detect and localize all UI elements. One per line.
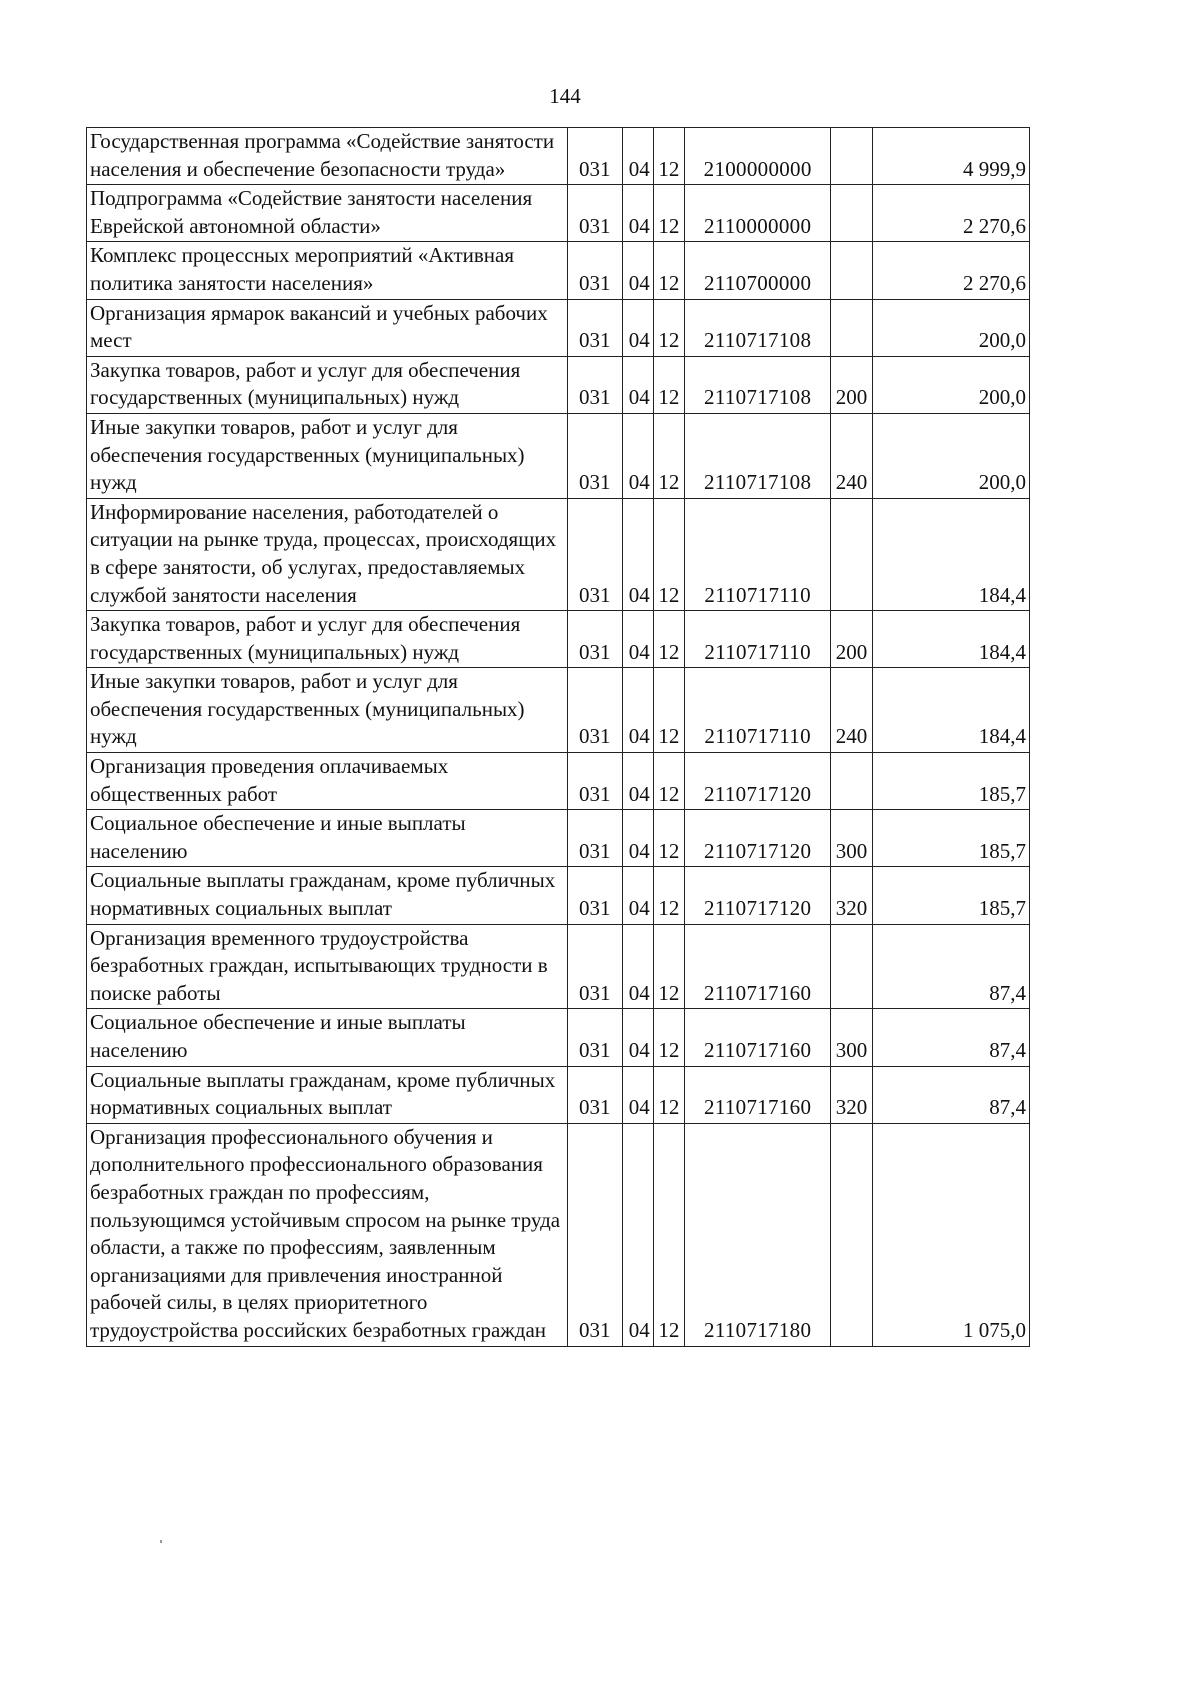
row-subsection-code: 12 [653, 924, 684, 1009]
row-section-code: 04 [622, 867, 653, 924]
table-row [87, 1066, 1030, 1123]
table-row [87, 1123, 1030, 1346]
row-name: Закупка товаров, работ и услуг для обеспечения государственных (муниципальных) нужд [87, 356, 568, 413]
row-expense-type [831, 498, 872, 610]
row-section-code: 04 [622, 1123, 653, 1346]
row-expense-type: 200 [831, 356, 872, 413]
row-ministry-code: 031 [568, 1009, 622, 1066]
table-row [87, 668, 1030, 753]
row-expense-type [831, 185, 872, 242]
row-section-code: 04 [622, 128, 653, 185]
row-amount: 185,7 [872, 867, 1029, 924]
row-target-article: 2110700000 [685, 242, 831, 299]
row-expense-type [831, 1123, 872, 1346]
table-row [87, 242, 1030, 299]
row-target-article: 2110717108 [685, 299, 831, 356]
row-section-code: 04 [622, 668, 653, 753]
table-row [87, 753, 1030, 810]
row-expense-type: 240 [831, 668, 872, 753]
row-ministry-code: 031 [568, 753, 622, 810]
row-target-article: 2110717108 [685, 413, 831, 498]
scan-speck [160, 1540, 162, 1543]
row-name: Социальные выплаты гражданам, кроме публичных нормативных социальных выплат [87, 867, 568, 924]
row-expense-type [831, 924, 872, 1009]
row-ministry-code: 031 [568, 867, 622, 924]
row-expense-type: 320 [831, 1066, 872, 1123]
row-ministry-code: 031 [568, 356, 622, 413]
table-row [87, 128, 1030, 185]
row-target-article: 2110717110 [685, 498, 831, 610]
row-section-code: 04 [622, 299, 653, 356]
row-amount: 200,0 [872, 413, 1029, 498]
row-target-article: 2110717110 [685, 611, 831, 668]
row-expense-type [831, 753, 872, 810]
table-row [87, 1009, 1030, 1066]
row-ministry-code: 031 [568, 1123, 622, 1346]
row-section-code: 04 [622, 413, 653, 498]
row-amount: 87,4 [872, 924, 1029, 1009]
row-expense-type [831, 242, 872, 299]
budget-table [86, 127, 1030, 1347]
row-expense-type: 320 [831, 867, 872, 924]
row-ministry-code: 031 [568, 810, 622, 867]
row-ministry-code: 031 [568, 668, 622, 753]
row-amount: 185,7 [872, 753, 1029, 810]
row-ministry-code: 031 [568, 299, 622, 356]
row-ministry-code: 031 [568, 242, 622, 299]
table-row [87, 299, 1030, 356]
row-section-code: 04 [622, 924, 653, 1009]
row-target-article: 2110717160 [685, 1009, 831, 1066]
row-subsection-code: 12 [653, 185, 684, 242]
row-amount: 184,4 [872, 668, 1029, 753]
row-name: Организация проведения оплачиваемых общественных работ [87, 753, 568, 810]
row-subsection-code: 12 [653, 128, 684, 185]
row-name: Социальные выплаты гражданам, кроме публичных нормативных социальных выплат [87, 1066, 568, 1123]
row-expense-type [831, 128, 872, 185]
row-amount: 184,4 [872, 498, 1029, 610]
row-expense-type: 300 [831, 1009, 872, 1066]
row-amount: 185,7 [872, 810, 1029, 867]
table-row [87, 810, 1030, 867]
row-subsection-code: 12 [653, 867, 684, 924]
row-subsection-code: 12 [653, 1009, 684, 1066]
row-target-article: 2110717108 [685, 356, 831, 413]
row-section-code: 04 [622, 753, 653, 810]
row-name: Комплекс процессных мероприятий «Активная политика занятости населения» [87, 242, 568, 299]
row-subsection-code: 12 [653, 242, 684, 299]
row-name: Информирование населения, работодателей о ситуации на рынке труда, процессах, происходящих в сфере занятости, об услугах, предоставляемых службой занятости населения [87, 498, 568, 610]
row-section-code: 04 [622, 810, 653, 867]
row-ministry-code: 031 [568, 611, 622, 668]
row-target-article: 2110717120 [685, 867, 831, 924]
row-target-article: 2110717110 [685, 668, 831, 753]
row-subsection-code: 12 [653, 498, 684, 610]
row-expense-type: 300 [831, 810, 872, 867]
row-name: Закупка товаров, работ и услуг для обеспечения государственных (муниципальных) нужд [87, 611, 568, 668]
row-subsection-code: 12 [653, 611, 684, 668]
row-expense-type [831, 299, 872, 356]
budget-table-body [87, 128, 1030, 1347]
row-name: Иные закупки товаров, работ и услуг для обеспечения государственных (муниципальных) нужд [87, 668, 568, 753]
row-target-article: 2110717160 [685, 1066, 831, 1123]
table-row [87, 356, 1030, 413]
row-amount: 87,4 [872, 1066, 1029, 1123]
table-row [87, 924, 1030, 1009]
row-subsection-code: 12 [653, 810, 684, 867]
row-amount: 200,0 [872, 356, 1029, 413]
row-name: Организация ярмарок вакансий и учебных рабочих мест [87, 299, 568, 356]
row-amount: 2 270,6 [872, 242, 1029, 299]
row-ministry-code: 031 [568, 413, 622, 498]
row-subsection-code: 12 [653, 753, 684, 810]
row-section-code: 04 [622, 1009, 653, 1066]
row-name: Организация временного трудоустройства безработных граждан, испытывающих трудности в поиске работы [87, 924, 568, 1009]
row-expense-type: 240 [831, 413, 872, 498]
row-amount: 184,4 [872, 611, 1029, 668]
row-amount: 87,4 [872, 1009, 1029, 1066]
row-ministry-code: 031 [568, 498, 622, 610]
row-name: Иные закупки товаров, работ и услуг для обеспечения государственных (муниципальных) нужд [87, 413, 568, 498]
row-expense-type: 200 [831, 611, 872, 668]
row-ministry-code: 031 [568, 185, 622, 242]
row-section-code: 04 [622, 242, 653, 299]
row-target-article: 2110717160 [685, 924, 831, 1009]
row-target-article: 2110717120 [685, 753, 831, 810]
row-name: Социальное обеспечение и иные выплаты населению [87, 810, 568, 867]
table-row [87, 867, 1030, 924]
row-amount: 4 999,9 [872, 128, 1029, 185]
row-amount: 2 270,6 [872, 185, 1029, 242]
row-subsection-code: 12 [653, 299, 684, 356]
table-row [87, 611, 1030, 668]
row-target-article: 2110717180 [685, 1123, 831, 1346]
row-amount: 200,0 [872, 299, 1029, 356]
table-row [87, 413, 1030, 498]
row-amount: 1 075,0 [872, 1123, 1029, 1346]
row-subsection-code: 12 [653, 1123, 684, 1346]
row-target-article: 2110000000 [685, 185, 831, 242]
table-row [87, 185, 1030, 242]
page-number: 144 [549, 84, 581, 108]
row-subsection-code: 12 [653, 1066, 684, 1123]
row-section-code: 04 [622, 185, 653, 242]
row-target-article: 2110717120 [685, 810, 831, 867]
row-target-article: 2100000000 [685, 128, 831, 185]
row-section-code: 04 [622, 356, 653, 413]
table-row [87, 498, 1030, 610]
row-subsection-code: 12 [653, 413, 684, 498]
row-name: Государственная программа «Содействие занятости населения и обеспечение безопасности труда» [87, 128, 568, 185]
row-section-code: 04 [622, 611, 653, 668]
row-ministry-code: 031 [568, 128, 622, 185]
row-subsection-code: 12 [653, 668, 684, 753]
row-section-code: 04 [622, 498, 653, 610]
row-name: Подпрограмма «Содействие занятости населения Еврейской автономной области» [87, 185, 568, 242]
row-name: Организация профессионального обучения и дополнительного профессионального образования безработных граждан по профессиям, пользующимся устойчивым спросом на рынке труда области, а также по профессиям, заявленным организациями для привлечения иностранной рабочей силы, в целях приоритетного трудоустройства российских безработных граждан [87, 1123, 568, 1346]
row-name: Социальное обеспечение и иные выплаты населению [87, 1009, 568, 1066]
row-section-code: 04 [622, 1066, 653, 1123]
row-subsection-code: 12 [653, 356, 684, 413]
row-ministry-code: 031 [568, 924, 622, 1009]
row-ministry-code: 031 [568, 1066, 622, 1123]
